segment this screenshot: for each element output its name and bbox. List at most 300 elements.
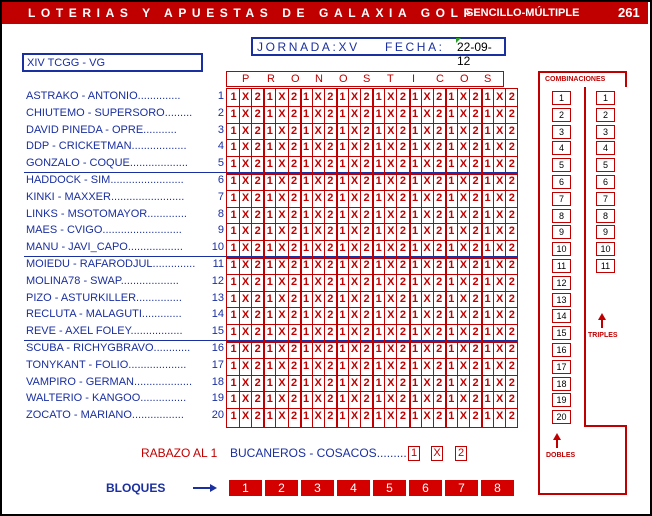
prediction-cell[interactable]: X bbox=[350, 259, 359, 271]
prediction-cell[interactable]: X bbox=[459, 326, 468, 339]
dobles-box[interactable]: 17 bbox=[552, 360, 571, 374]
prediction-cell[interactable]: 2 bbox=[290, 141, 298, 154]
prediction-cell[interactable]: 2 bbox=[436, 359, 443, 372]
prediction-cell[interactable]: 1 bbox=[266, 275, 273, 288]
prediction-cell[interactable]: 2 bbox=[290, 225, 298, 238]
prediction-cell[interactable]: X bbox=[350, 107, 359, 120]
dobles-box[interactable]: 14 bbox=[552, 309, 571, 323]
prediction-cell[interactable]: 2 bbox=[472, 124, 479, 137]
rabazo-option-1[interactable]: 1 bbox=[408, 446, 420, 461]
prediction-cell[interactable]: 1 bbox=[339, 359, 346, 372]
prediction-cell[interactable]: 1 bbox=[484, 141, 491, 154]
prediction-cell[interactable]: X bbox=[459, 242, 468, 255]
prediction-cell[interactable]: 1 bbox=[484, 292, 491, 305]
prediction-cell[interactable]: 1 bbox=[411, 141, 419, 154]
prediction-cell[interactable]: X bbox=[387, 91, 395, 103]
prediction-cell[interactable]: 1 bbox=[375, 141, 382, 154]
prediction-cell[interactable]: X bbox=[496, 107, 504, 120]
prediction-cell[interactable]: X bbox=[314, 359, 322, 372]
prediction-cell[interactable]: 1 bbox=[230, 292, 237, 305]
prediction-cell[interactable]: 2 bbox=[436, 259, 443, 271]
prediction-cell[interactable]: X bbox=[387, 242, 395, 255]
prediction-cell[interactable]: X bbox=[241, 208, 250, 221]
prediction-cell[interactable]: X bbox=[350, 393, 359, 406]
prediction-cell[interactable]: X bbox=[241, 91, 250, 103]
prediction-cell[interactable]: X bbox=[496, 343, 504, 355]
prediction-cell[interactable]: X bbox=[423, 107, 431, 120]
prediction-cell[interactable]: 1 bbox=[230, 393, 237, 406]
prediction-cell[interactable]: 1 bbox=[303, 225, 310, 238]
prediction-cell[interactable]: X bbox=[496, 393, 504, 406]
prediction-cell[interactable]: 2 bbox=[327, 359, 334, 372]
prediction-cell[interactable]: 1 bbox=[303, 158, 310, 171]
prediction-cell[interactable]: 2 bbox=[508, 242, 515, 255]
prediction-cell[interactable]: 2 bbox=[436, 158, 443, 171]
prediction-cell[interactable]: X bbox=[423, 141, 431, 154]
prediction-cell[interactable]: 2 bbox=[254, 175, 261, 187]
prediction-cell[interactable]: 2 bbox=[254, 376, 261, 389]
prediction-cell[interactable]: 1 bbox=[266, 359, 273, 372]
prediction-cell[interactable]: 1 bbox=[448, 309, 455, 322]
prediction-cell[interactable]: 1 bbox=[411, 158, 419, 171]
prediction-cell[interactable]: X bbox=[241, 326, 250, 339]
prediction-cell[interactable]: 2 bbox=[254, 91, 261, 103]
prediction-cell[interactable]: 2 bbox=[436, 275, 443, 288]
prediction-cell[interactable]: 2 bbox=[254, 292, 261, 305]
prediction-cell[interactable]: 1 bbox=[448, 124, 455, 137]
prediction-cell[interactable]: X bbox=[278, 208, 286, 221]
prediction-cell[interactable]: 1 bbox=[339, 410, 346, 423]
prediction-cell[interactable]: X bbox=[314, 208, 322, 221]
prediction-cell[interactable]: X bbox=[314, 158, 322, 171]
triples-box[interactable]: 7 bbox=[596, 192, 615, 206]
prediction-cell[interactable]: X bbox=[496, 259, 504, 271]
prediction-cell[interactable]: 1 bbox=[448, 292, 455, 305]
prediction-cell[interactable]: 1 bbox=[411, 91, 419, 103]
prediction-cell[interactable]: 1 bbox=[266, 208, 273, 221]
prediction-cell[interactable]: 1 bbox=[484, 158, 491, 171]
prediction-cell[interactable]: 1 bbox=[375, 124, 382, 137]
prediction-cell[interactable]: 2 bbox=[290, 158, 298, 171]
prediction-cell[interactable]: 2 bbox=[472, 175, 479, 187]
prediction-cell[interactable]: X bbox=[423, 208, 431, 221]
prediction-cell[interactable]: X bbox=[496, 242, 504, 255]
prediction-cell[interactable]: 1 bbox=[266, 158, 273, 171]
prediction-cell[interactable]: 1 bbox=[339, 124, 346, 137]
prediction-cell[interactable]: 2 bbox=[508, 191, 515, 204]
prediction-cell[interactable]: X bbox=[387, 208, 395, 221]
triples-box[interactable]: 4 bbox=[596, 141, 615, 155]
prediction-cell[interactable]: 2 bbox=[290, 124, 298, 137]
prediction-cell[interactable]: 2 bbox=[290, 410, 298, 423]
prediction-cell[interactable]: X bbox=[241, 359, 250, 372]
prediction-cell[interactable]: 1 bbox=[266, 191, 273, 204]
prediction-cell[interactable]: X bbox=[314, 91, 322, 103]
prediction-cell[interactable]: 2 bbox=[399, 359, 406, 372]
prediction-cell[interactable]: 1 bbox=[303, 107, 310, 120]
prediction-cell[interactable]: 1 bbox=[339, 91, 346, 103]
bloque-button[interactable]: 5 bbox=[373, 480, 406, 496]
prediction-cell[interactable]: X bbox=[387, 292, 395, 305]
prediction-cell[interactable]: 2 bbox=[436, 309, 443, 322]
prediction-cell[interactable]: 2 bbox=[399, 259, 406, 271]
prediction-cell[interactable]: X bbox=[350, 410, 359, 423]
prediction-cell[interactable]: 1 bbox=[339, 393, 346, 406]
prediction-cell[interactable]: 1 bbox=[484, 124, 491, 137]
prediction-cell[interactable]: 1 bbox=[375, 326, 382, 339]
prediction-cell[interactable]: X bbox=[278, 175, 286, 187]
prediction-cell[interactable]: 2 bbox=[472, 292, 479, 305]
prediction-cell[interactable]: 1 bbox=[230, 208, 237, 221]
prediction-cell[interactable]: X bbox=[350, 158, 359, 171]
prediction-cell[interactable]: 1 bbox=[411, 208, 419, 221]
prediction-cell[interactable]: 2 bbox=[508, 107, 515, 120]
prediction-cell[interactable]: X bbox=[496, 141, 504, 154]
prediction-cell[interactable]: 1 bbox=[339, 343, 346, 355]
prediction-cell[interactable]: 2 bbox=[436, 107, 443, 120]
dobles-box[interactable]: 9 bbox=[552, 225, 571, 239]
prediction-cell[interactable]: 1 bbox=[375, 292, 382, 305]
prediction-cell[interactable]: X bbox=[278, 326, 286, 339]
prediction-cell[interactable]: 1 bbox=[266, 393, 273, 406]
prediction-cell[interactable]: 2 bbox=[363, 158, 370, 171]
prediction-cell[interactable]: 2 bbox=[290, 191, 298, 204]
prediction-cell[interactable]: 2 bbox=[399, 208, 406, 221]
prediction-cell[interactable]: 2 bbox=[327, 242, 334, 255]
prediction-cell[interactable]: 1 bbox=[411, 343, 419, 355]
prediction-cell[interactable]: X bbox=[241, 191, 250, 204]
prediction-cell[interactable]: 1 bbox=[339, 376, 346, 389]
prediction-cell[interactable]: X bbox=[314, 393, 322, 406]
prediction-cell[interactable]: 1 bbox=[448, 376, 455, 389]
prediction-cell[interactable]: 2 bbox=[290, 208, 298, 221]
dobles-box[interactable]: 11 bbox=[552, 259, 571, 273]
prediction-cell[interactable]: 2 bbox=[508, 376, 515, 389]
prediction-cell[interactable]: X bbox=[278, 242, 286, 255]
prediction-cell[interactable]: 1 bbox=[375, 309, 382, 322]
bloque-button[interactable]: 2 bbox=[265, 480, 298, 496]
prediction-cell[interactable]: X bbox=[387, 410, 395, 423]
prediction-cell[interactable]: 1 bbox=[484, 91, 491, 103]
prediction-cell[interactable]: 1 bbox=[303, 208, 310, 221]
prediction-cell[interactable]: 1 bbox=[266, 326, 273, 339]
prediction-cell[interactable]: X bbox=[241, 225, 250, 238]
prediction-cell[interactable]: X bbox=[350, 124, 359, 137]
prediction-cell[interactable]: 2 bbox=[508, 359, 515, 372]
prediction-cell[interactable]: 2 bbox=[290, 275, 298, 288]
prediction-cell[interactable]: 2 bbox=[254, 191, 261, 204]
prediction-cell[interactable]: X bbox=[278, 124, 286, 137]
prediction-cell[interactable]: 2 bbox=[327, 124, 334, 137]
prediction-cell[interactable]: 2 bbox=[290, 393, 298, 406]
prediction-cell[interactable]: X bbox=[423, 124, 431, 137]
prediction-cell[interactable]: 2 bbox=[290, 107, 298, 120]
prediction-cell[interactable]: 2 bbox=[508, 124, 515, 137]
prediction-cell[interactable]: 1 bbox=[303, 292, 310, 305]
prediction-cell[interactable]: X bbox=[459, 309, 468, 322]
prediction-cell[interactable]: X bbox=[423, 309, 431, 322]
prediction-cell[interactable]: X bbox=[423, 242, 431, 255]
prediction-cell[interactable]: 2 bbox=[399, 410, 406, 423]
prediction-cell[interactable]: 2 bbox=[399, 91, 406, 103]
prediction-cell[interactable]: 2 bbox=[472, 158, 479, 171]
prediction-cell[interactable]: 2 bbox=[508, 225, 515, 238]
dobles-box[interactable]: 5 bbox=[552, 158, 571, 172]
prediction-cell[interactable]: 1 bbox=[375, 359, 382, 372]
prediction-cell[interactable]: X bbox=[278, 410, 286, 423]
prediction-cell[interactable]: 1 bbox=[448, 191, 455, 204]
prediction-cell[interactable]: 1 bbox=[411, 259, 419, 271]
prediction-cell[interactable]: X bbox=[423, 376, 431, 389]
dobles-box[interactable]: 20 bbox=[552, 410, 571, 424]
prediction-cell[interactable]: X bbox=[459, 107, 468, 120]
prediction-cell[interactable]: 1 bbox=[230, 191, 237, 204]
prediction-cell[interactable]: X bbox=[278, 292, 286, 305]
fecha-value[interactable]: 22-09-12 bbox=[457, 40, 492, 68]
prediction-cell[interactable]: 2 bbox=[327, 292, 334, 305]
prediction-cell[interactable]: 2 bbox=[472, 141, 479, 154]
prediction-cell[interactable]: 1 bbox=[448, 225, 455, 238]
prediction-cell[interactable]: 1 bbox=[339, 208, 346, 221]
prediction-cell[interactable]: 1 bbox=[266, 259, 273, 271]
prediction-cell[interactable]: 2 bbox=[472, 242, 479, 255]
prediction-cell[interactable]: 1 bbox=[230, 158, 237, 171]
prediction-cell[interactable]: 2 bbox=[399, 141, 406, 154]
prediction-cell[interactable]: 2 bbox=[399, 309, 406, 322]
prediction-cell[interactable]: 1 bbox=[230, 107, 237, 120]
prediction-cell[interactable]: 2 bbox=[363, 107, 370, 120]
prediction-cell[interactable]: 2 bbox=[436, 225, 443, 238]
prediction-cell[interactable]: 2 bbox=[254, 410, 261, 423]
prediction-cell[interactable]: 2 bbox=[327, 343, 334, 355]
prediction-cell[interactable]: 2 bbox=[254, 141, 261, 154]
prediction-cell[interactable]: 1 bbox=[411, 309, 419, 322]
prediction-cell[interactable]: X bbox=[278, 275, 286, 288]
prediction-cell[interactable]: X bbox=[496, 175, 504, 187]
prediction-cell[interactable]: 1 bbox=[448, 158, 455, 171]
prediction-cell[interactable]: 1 bbox=[375, 259, 382, 271]
prediction-cell[interactable]: 2 bbox=[327, 225, 334, 238]
prediction-cell[interactable]: 1 bbox=[375, 225, 382, 238]
prediction-cell[interactable]: 1 bbox=[339, 225, 346, 238]
prediction-cell[interactable]: 2 bbox=[508, 141, 515, 154]
prediction-cell[interactable]: X bbox=[241, 309, 250, 322]
prediction-cell[interactable]: 2 bbox=[399, 175, 406, 187]
prediction-cell[interactable]: 1 bbox=[375, 191, 382, 204]
prediction-cell[interactable]: X bbox=[496, 410, 504, 423]
prediction-cell[interactable]: X bbox=[350, 242, 359, 255]
dobles-box[interactable]: 13 bbox=[552, 293, 571, 307]
prediction-cell[interactable]: 2 bbox=[472, 343, 479, 355]
bloque-button[interactable]: 8 bbox=[481, 480, 514, 496]
prediction-cell[interactable]: 1 bbox=[266, 175, 273, 187]
prediction-cell[interactable]: 2 bbox=[436, 242, 443, 255]
prediction-cell[interactable]: 1 bbox=[448, 208, 455, 221]
triples-box[interactable]: 3 bbox=[596, 125, 615, 139]
prediction-cell[interactable]: 1 bbox=[303, 141, 310, 154]
prediction-cell[interactable]: 1 bbox=[411, 124, 419, 137]
prediction-cell[interactable]: X bbox=[459, 141, 468, 154]
prediction-cell[interactable]: 2 bbox=[472, 107, 479, 120]
prediction-cell[interactable]: X bbox=[241, 376, 250, 389]
prediction-cell[interactable]: X bbox=[387, 326, 395, 339]
prediction-cell[interactable]: 2 bbox=[254, 208, 261, 221]
prediction-cell[interactable]: X bbox=[387, 225, 395, 238]
prediction-cell[interactable]: X bbox=[423, 91, 431, 103]
jornada-value[interactable]: XV bbox=[338, 40, 360, 54]
prediction-cell[interactable]: 1 bbox=[484, 191, 491, 204]
prediction-cell[interactable]: X bbox=[387, 124, 395, 137]
prediction-cell[interactable]: 1 bbox=[339, 141, 346, 154]
prediction-cell[interactable]: X bbox=[314, 225, 322, 238]
prediction-cell[interactable]: 1 bbox=[484, 359, 491, 372]
prediction-cell[interactable]: 2 bbox=[399, 343, 406, 355]
bloque-button[interactable]: 4 bbox=[337, 480, 370, 496]
triples-box[interactable]: 10 bbox=[596, 242, 615, 256]
prediction-cell[interactable]: X bbox=[387, 393, 395, 406]
prediction-cell[interactable]: 2 bbox=[254, 326, 261, 339]
prediction-cell[interactable]: 2 bbox=[254, 107, 261, 120]
prediction-cell[interactable]: X bbox=[496, 191, 504, 204]
prediction-cell[interactable]: X bbox=[496, 275, 504, 288]
prediction-cell[interactable]: X bbox=[278, 225, 286, 238]
prediction-cell[interactable]: 2 bbox=[436, 376, 443, 389]
prediction-cell[interactable]: 2 bbox=[327, 410, 334, 423]
prediction-cell[interactable]: X bbox=[387, 107, 395, 120]
prediction-cell[interactable]: 2 bbox=[254, 309, 261, 322]
prediction-cell[interactable]: 1 bbox=[303, 410, 310, 423]
prediction-cell[interactable]: X bbox=[278, 91, 286, 103]
prediction-cell[interactable]: X bbox=[459, 275, 468, 288]
prediction-cell[interactable]: 2 bbox=[436, 91, 443, 103]
triples-box[interactable]: 2 bbox=[596, 108, 615, 122]
prediction-cell[interactable]: 2 bbox=[436, 326, 443, 339]
prediction-cell[interactable]: 1 bbox=[448, 343, 455, 355]
prediction-cell[interactable]: 2 bbox=[363, 141, 370, 154]
prediction-cell[interactable]: 1 bbox=[484, 309, 491, 322]
prediction-cell[interactable]: 2 bbox=[472, 225, 479, 238]
prediction-cell[interactable]: 2 bbox=[472, 376, 479, 389]
prediction-cell[interactable]: X bbox=[350, 208, 359, 221]
prediction-cell[interactable]: X bbox=[350, 225, 359, 238]
prediction-cell[interactable]: 1 bbox=[339, 292, 346, 305]
prediction-cell[interactable]: 2 bbox=[254, 124, 261, 137]
prediction-cell[interactable]: 1 bbox=[375, 376, 382, 389]
prediction-cell[interactable]: 2 bbox=[399, 326, 406, 339]
triples-box[interactable]: 9 bbox=[596, 225, 615, 239]
prediction-cell[interactable]: 2 bbox=[508, 292, 515, 305]
prediction-cell[interactable]: 2 bbox=[399, 275, 406, 288]
bloque-button[interactable]: 6 bbox=[409, 480, 442, 496]
prediction-cell[interactable]: 2 bbox=[399, 124, 406, 137]
prediction-cell[interactable]: 2 bbox=[327, 309, 334, 322]
prediction-cell[interactable]: X bbox=[459, 292, 468, 305]
prediction-cell[interactable]: X bbox=[387, 141, 395, 154]
prediction-cell[interactable]: X bbox=[387, 158, 395, 171]
prediction-cell[interactable]: 1 bbox=[484, 175, 491, 187]
prediction-cell[interactable]: X bbox=[350, 376, 359, 389]
prediction-cell[interactable]: 2 bbox=[363, 309, 370, 322]
prediction-cell[interactable]: X bbox=[387, 376, 395, 389]
prediction-cell[interactable]: 2 bbox=[399, 158, 406, 171]
prediction-cell[interactable]: 1 bbox=[303, 343, 310, 355]
prediction-cell[interactable]: 1 bbox=[266, 410, 273, 423]
rabazo-option-x[interactable]: X bbox=[431, 446, 443, 461]
prediction-cell[interactable]: X bbox=[278, 393, 286, 406]
prediction-cell[interactable]: 1 bbox=[230, 242, 237, 255]
prediction-cell[interactable]: 2 bbox=[327, 326, 334, 339]
prediction-cell[interactable]: 2 bbox=[327, 393, 334, 406]
prediction-cell[interactable]: 1 bbox=[266, 225, 273, 238]
prediction-cell[interactable]: 1 bbox=[339, 175, 346, 187]
prediction-cell[interactable]: 2 bbox=[508, 275, 515, 288]
prediction-cell[interactable]: 2 bbox=[399, 376, 406, 389]
prediction-cell[interactable]: 2 bbox=[436, 175, 443, 187]
prediction-cell[interactable]: 2 bbox=[290, 175, 298, 187]
prediction-cell[interactable]: 2 bbox=[290, 359, 298, 372]
prediction-cell[interactable]: 2 bbox=[472, 393, 479, 406]
prediction-cell[interactable]: X bbox=[241, 275, 250, 288]
prediction-cell[interactable]: 1 bbox=[266, 292, 273, 305]
prediction-cell[interactable]: 2 bbox=[363, 410, 370, 423]
prediction-cell[interactable]: 2 bbox=[472, 359, 479, 372]
prediction-cell[interactable]: X bbox=[387, 191, 395, 204]
prediction-cell[interactable]: 2 bbox=[399, 292, 406, 305]
prediction-cell[interactable]: X bbox=[278, 141, 286, 154]
prediction-cell[interactable]: 1 bbox=[448, 410, 455, 423]
prediction-cell[interactable]: 1 bbox=[411, 242, 419, 255]
prediction-cell[interactable]: X bbox=[423, 393, 431, 406]
dobles-box[interactable]: 19 bbox=[552, 393, 571, 407]
prediction-cell[interactable]: 1 bbox=[303, 309, 310, 322]
prediction-cell[interactable]: X bbox=[350, 343, 359, 355]
prediction-cell[interactable]: X bbox=[314, 107, 322, 120]
prediction-cell[interactable]: 2 bbox=[399, 393, 406, 406]
dobles-box[interactable]: 6 bbox=[552, 175, 571, 189]
prediction-cell[interactable]: X bbox=[387, 359, 395, 372]
prediction-cell[interactable]: X bbox=[459, 259, 468, 271]
prediction-cell[interactable]: 1 bbox=[375, 343, 382, 355]
prediction-cell[interactable]: 2 bbox=[508, 410, 515, 423]
prediction-cell[interactable]: 2 bbox=[399, 242, 406, 255]
prediction-cell[interactable]: X bbox=[423, 259, 431, 271]
prediction-cell[interactable]: 2 bbox=[254, 259, 261, 271]
prediction-cell[interactable]: 2 bbox=[363, 242, 370, 255]
prediction-cell[interactable]: 1 bbox=[230, 259, 237, 271]
prediction-cell[interactable]: X bbox=[350, 191, 359, 204]
prediction-cell[interactable]: X bbox=[314, 259, 322, 271]
prediction-cell[interactable]: 1 bbox=[484, 393, 491, 406]
prediction-cell[interactable]: 1 bbox=[484, 259, 491, 271]
prediction-cell[interactable]: 2 bbox=[436, 292, 443, 305]
prediction-cell[interactable]: 2 bbox=[472, 91, 479, 103]
prediction-cell[interactable]: 2 bbox=[327, 175, 334, 187]
prediction-cell[interactable]: 2 bbox=[508, 326, 515, 339]
prediction-cell[interactable]: 1 bbox=[303, 393, 310, 406]
prediction-cell[interactable]: 2 bbox=[436, 124, 443, 137]
prediction-cell[interactable]: 2 bbox=[436, 393, 443, 406]
dobles-box[interactable]: 3 bbox=[552, 125, 571, 139]
prediction-cell[interactable]: 1 bbox=[303, 376, 310, 389]
prediction-cell[interactable]: 1 bbox=[266, 309, 273, 322]
prediction-cell[interactable]: X bbox=[387, 309, 395, 322]
prediction-cell[interactable]: 2 bbox=[472, 191, 479, 204]
prediction-cell[interactable]: 2 bbox=[290, 326, 298, 339]
prediction-cell[interactable]: X bbox=[241, 410, 250, 423]
prediction-cell[interactable]: X bbox=[423, 410, 431, 423]
prediction-cell[interactable]: 1 bbox=[411, 410, 419, 423]
prediction-cell[interactable]: 1 bbox=[484, 107, 491, 120]
